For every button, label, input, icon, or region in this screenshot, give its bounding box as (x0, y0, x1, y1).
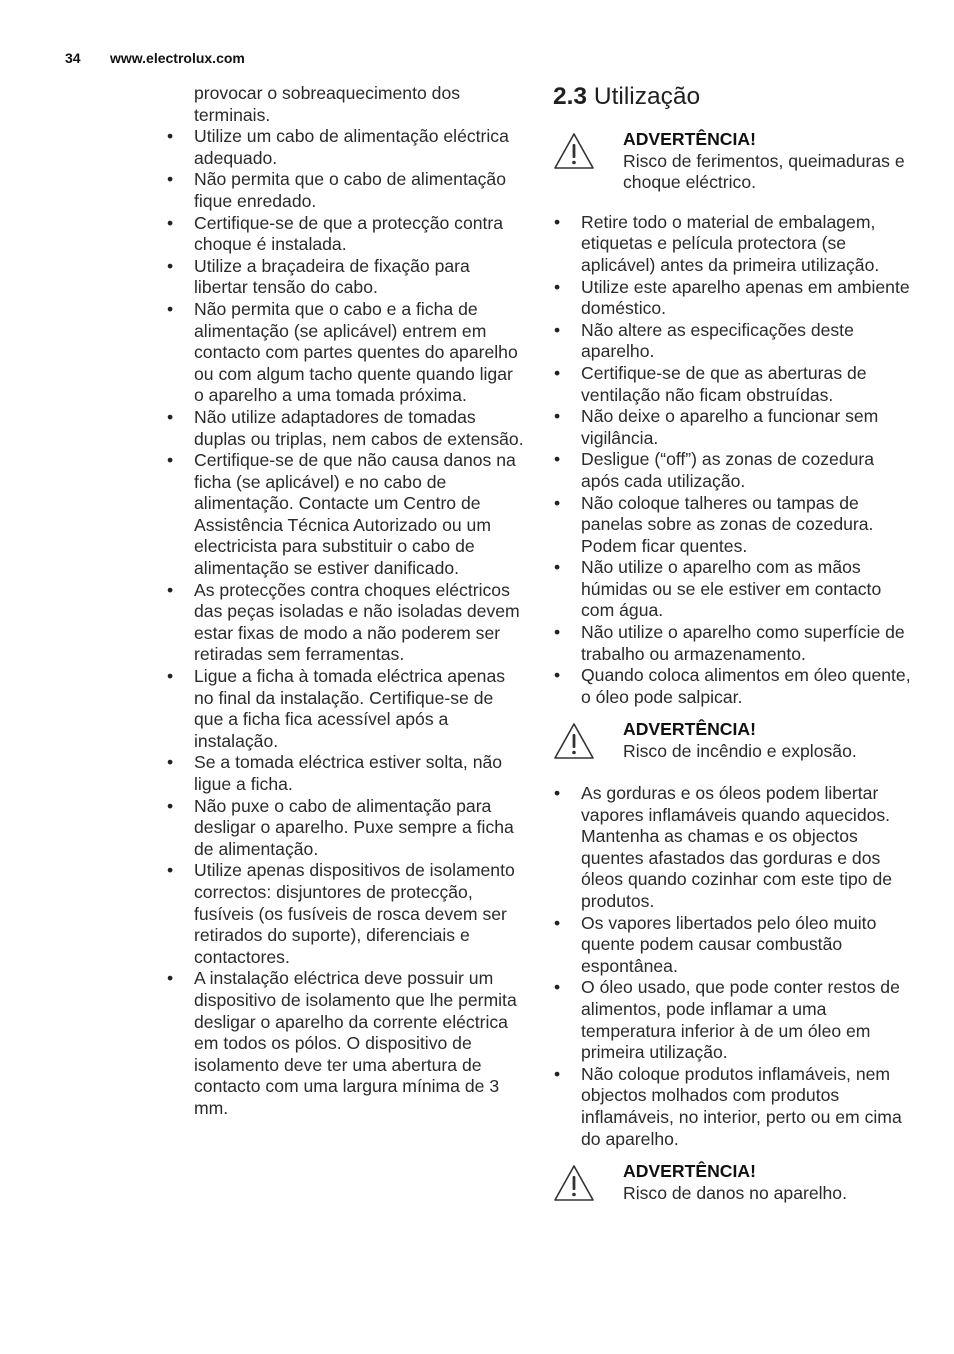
list-item: • A instalação eléctrica deve possuir um dispositivo de isolamento que lhe permita desligar o aparelho da corrente eléctrica em todos os pólos. O dispositivo de isolamento deve ter uma abertura de contacto com uma largura mínima de 3 mm. (166, 968, 526, 1119)
list-item: • Utilize apenas dispositivos de isolamento correctos: disjuntores de protecção, fusíveis (os fusíveis de rosca devem ser retirados do suporte), diferenciais e contactores. (166, 860, 526, 968)
list-item: • As protecções contra choques eléctricos das peças isoladas e não isoladas devem estar fixas de modo a não poderem ser retiradas sem ferramentas. (166, 580, 526, 666)
warning-box (553, 1161, 913, 1208)
usage-bullet-list (553, 212, 913, 709)
list-item: • Retire todo o material de embalagem, etiquetas e película protectora (se aplicável) antes da primeira utilização. (553, 212, 913, 277)
warning-box (553, 719, 913, 766)
left-column (166, 83, 526, 1120)
list-item: • Certifique-se de que não causa danos na ficha (se aplicável) e no cabo de alimentação. Contacte um Centro de Assistência Técnica Autorizado ou um electricista para substituir o cabo de alimentação se estiver danificado. (166, 450, 526, 580)
list-item: • Não coloque produtos inflamáveis, nem objectos molhados com produtos inflamáveis, no interior, perto ou em cima do aparelho. (553, 1064, 913, 1150)
page-number: 34 (65, 50, 81, 66)
list-item: • Utilize um cabo de alimentação eléctrica adequado. (166, 126, 526, 169)
list-item: • Não altere as especificações deste aparelho. (553, 320, 913, 363)
list-item: • Se a tomada eléctrica estiver solta, não ligue a ficha. (166, 752, 526, 795)
list-item: • Utilize este aparelho apenas em ambiente doméstico. (553, 277, 913, 320)
list-item: • Não puxe o cabo de alimentação para desligar o aparelho. Puxe sempre a ficha de alimentação. (166, 796, 526, 861)
section-title-text: Utilização (593, 83, 701, 110)
list-item: • Desligue (“off”) as zonas de cozedura após cada utilização. (553, 449, 913, 492)
section-title (553, 83, 913, 127)
warning-title: ADVERTÊNCIA! (623, 719, 756, 740)
list-item: • Não permita que o cabo e a ficha de alimentação (se aplicável) entrem em contacto com partes quentes do aparelho ou com algum tacho quente quando ligar o aparelho a uma tomada próxima. (166, 299, 526, 407)
list-item: • Ligue a ficha à tomada eléctrica apenas no final da instalação. Certifique-se de que a ficha fica acessível após a instalação. (166, 666, 526, 752)
list-item: • Não permita que o cabo de alimentação fique enredado. (166, 169, 526, 212)
list-item: • Não utilize o aparelho como superfície de trabalho ou armazenamento. (553, 622, 913, 665)
warning-text: Risco de ferimentos, queimaduras e choque eléctrico. (623, 150, 905, 193)
warning-title: ADVERTÊNCIA! (623, 1161, 756, 1182)
warning-triangle-icon (553, 129, 623, 176)
list-item: • Não coloque talheres ou tampas de panelas sobre as zonas de cozedura. Podem ficar quentes. (553, 493, 913, 558)
continuation-text: provocar o sobreaquecimento dos terminais. (194, 83, 461, 125)
warning-triangle-icon (553, 1161, 623, 1208)
list-item: • O óleo usado, que pode conter restos de alimentos, pode inflamar a uma temperatura inferior à de um óleo em primeira utilização. (553, 977, 913, 1063)
list-item: • Não deixe o aparelho a funcionar sem vigilância. (553, 406, 913, 449)
list-item: • Não utilize o aparelho com as mãos húmidas ou se ele estiver em contacto com água. (553, 557, 913, 622)
warning-title: ADVERTÊNCIA! (623, 129, 756, 149)
list-item: • Certifique-se de que a protecção contra choque é instalada. (166, 213, 526, 256)
warning-text: Risco de incêndio e explosão. (623, 741, 857, 762)
warning-text: Risco de danos no aparelho. (623, 1182, 847, 1203)
list-item: • As gorduras e os óleos podem libertar vapores inflamáveis quando aquecidos. Mantenha as chamas e os objectos quentes afastados das gorduras e dos óleos quando cozinhar com este tipo de produtos. (553, 783, 913, 913)
website-url: www.electrolux.com (110, 50, 245, 66)
warning-box (553, 129, 913, 194)
list-item: • Utilize a braçadeira de fixação para libertar tensão do cabo. (166, 256, 526, 299)
list-item: • Certifique-se de que as aberturas de ventilação não ficam obstruídas. (553, 363, 913, 406)
fire-bullet-list (553, 783, 913, 1150)
page-header (65, 50, 245, 66)
warning-triangle-icon (553, 719, 623, 766)
section-number: 2.3 (553, 83, 588, 110)
right-column (553, 83, 913, 1208)
list-item: • Os vapores libertados pelo óleo muito quente podem causar combustão espontânea. (553, 913, 913, 978)
list-item: • Não utilize adaptadores de tomadas duplas ou triplas, nem cabos de extensão. (166, 407, 526, 450)
left-bullet-list (166, 126, 526, 1119)
list-item: • Quando coloca alimentos em óleo quente, o óleo pode salpicar. (553, 665, 913, 708)
